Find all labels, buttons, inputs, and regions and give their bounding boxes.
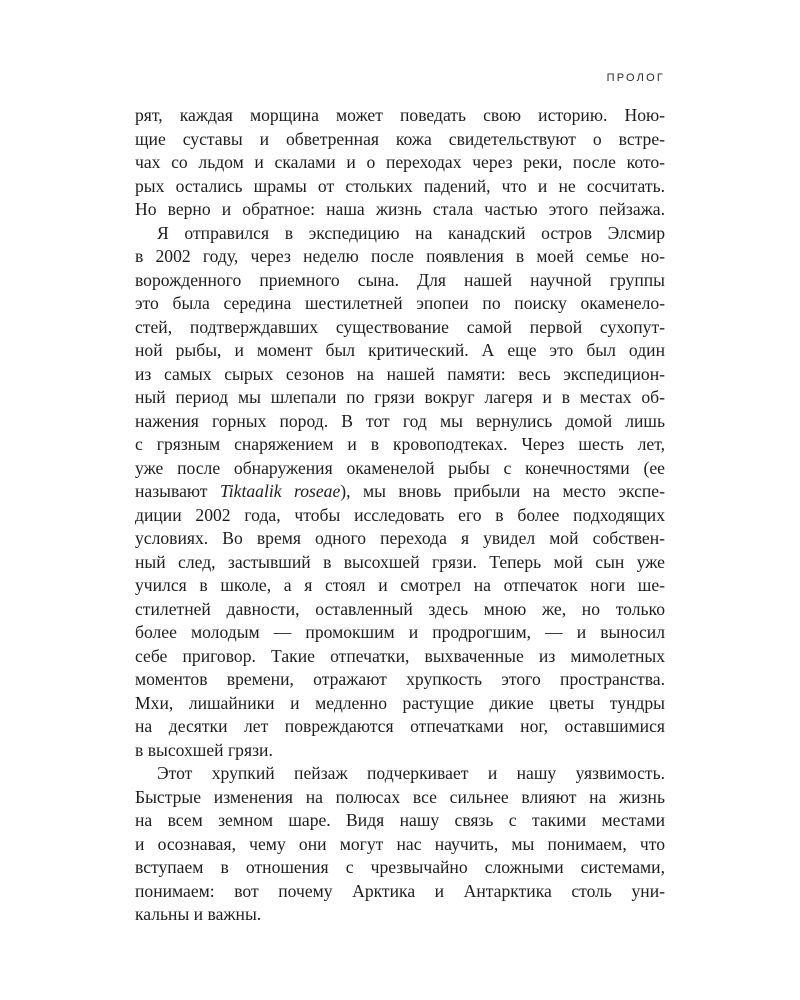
text-line: условиях. Во время одного перехода я увидел мой собствен-: [135, 528, 665, 548]
text-line: на всем земном шаре. Видя нашу связь с такими местами: [135, 810, 665, 830]
text-line: в 2002 году, через неделю после появления в моей семье но-: [135, 246, 665, 266]
text-line: Но верно и обратное: наша жизнь стала частью этого пейзажа.: [135, 199, 665, 219]
text-line: стей, подтверждавших существование самой первой сухопут-: [135, 316, 665, 337]
text-line: рят, каждая морщина может поведать свою историю. Ною-: [135, 105, 665, 125]
text-line: нажения горных пород. В тот год мы вернулись домой лишь: [135, 410, 665, 431]
text-line: ный след, застывший в высохшей грязи. Теперь мой сын уже: [135, 551, 665, 572]
body-text: [135, 104, 665, 927]
text-line-with-italic: [135, 480, 665, 504]
text-line: на десятки лет повреждаются отпечатками ног, оставшимися: [135, 716, 665, 736]
paragraph-1: [135, 104, 665, 222]
text-line: Быстрые изменения на полюсах все сильнее влияют на жизнь: [135, 786, 665, 807]
text-line: стилетней давности, оставленный здесь мною же, но только: [135, 598, 665, 619]
text-line: с грязным снаряжением и в кровоподтеках. Через шесть лет,: [135, 434, 665, 454]
text-line: кальны и важны.: [135, 904, 262, 924]
text-line: Мхи, лишайники и медленно растущие дикие цветы тундры: [135, 692, 665, 713]
paragraph-3: [135, 762, 665, 927]
text-line: диции 2002 года, чтобы исследовать его в более подходящих: [135, 504, 665, 525]
text-line: ной рыбы, и момент был критический. А еще это был один: [135, 340, 665, 360]
running-header: ПРОЛОГ: [606, 72, 665, 84]
species-name-italic: Tiktaalik roseae: [219, 481, 341, 501]
text-line: из самых сырых сезонов на нашей памяти: весь экспедицион-: [135, 363, 665, 384]
text-line: себе приговор. Такие отпечатки, выхваченные из мимолетных: [135, 645, 665, 666]
text-line: учился в школе, а я стоял и смотрел на отпечаток ноги ше-: [135, 575, 665, 595]
text-segment: ), мы вновь прибыли на место экспе-: [340, 481, 665, 501]
text-line: уже после обнаружения окаменелой рыбы с конечностями (ее: [135, 457, 665, 478]
text-line: понимаем: вот почему Арктика и Антарктика столь уни-: [135, 880, 665, 901]
text-segment: называют: [135, 481, 220, 501]
text-line: Этот хрупкий пейзаж подчеркивает и нашу уязвимость.: [157, 763, 665, 783]
text-line: вступаем в отношения с чрезвычайно сложными системами,: [135, 857, 665, 877]
text-line: в высохшей грязи.: [135, 739, 273, 760]
text-line: более молодым — промокшим и продрогшим, — и выносил: [135, 622, 665, 642]
text-line: моментов времени, отражают хрупкость этого пространства.: [135, 669, 665, 689]
text-line: и осознавая, чему они могут нас научить, мы понимаем, что: [135, 833, 665, 854]
text-line: ворожденного приемного сына. Для нашей научной группы: [135, 269, 665, 290]
paragraph-2: [135, 222, 665, 763]
text-line: ный период мы шлепали по грязи вокруг лагеря и в местах об-: [135, 387, 665, 407]
text-line: щие суставы и обветренная кожа свидетельствуют о встре-: [135, 128, 665, 149]
text-line: рых остались шрамы от стольких падений, что и не сосчитать.: [135, 175, 665, 196]
text-line: чах со льдом и скалами и о переходах через реки, после кото-: [135, 152, 665, 172]
text-line: Я отправился в экспедицию на канадский остров Элсмир: [157, 222, 665, 243]
text-line: это была середина шестилетней эпопеи по поиску окаменело-: [135, 293, 665, 313]
